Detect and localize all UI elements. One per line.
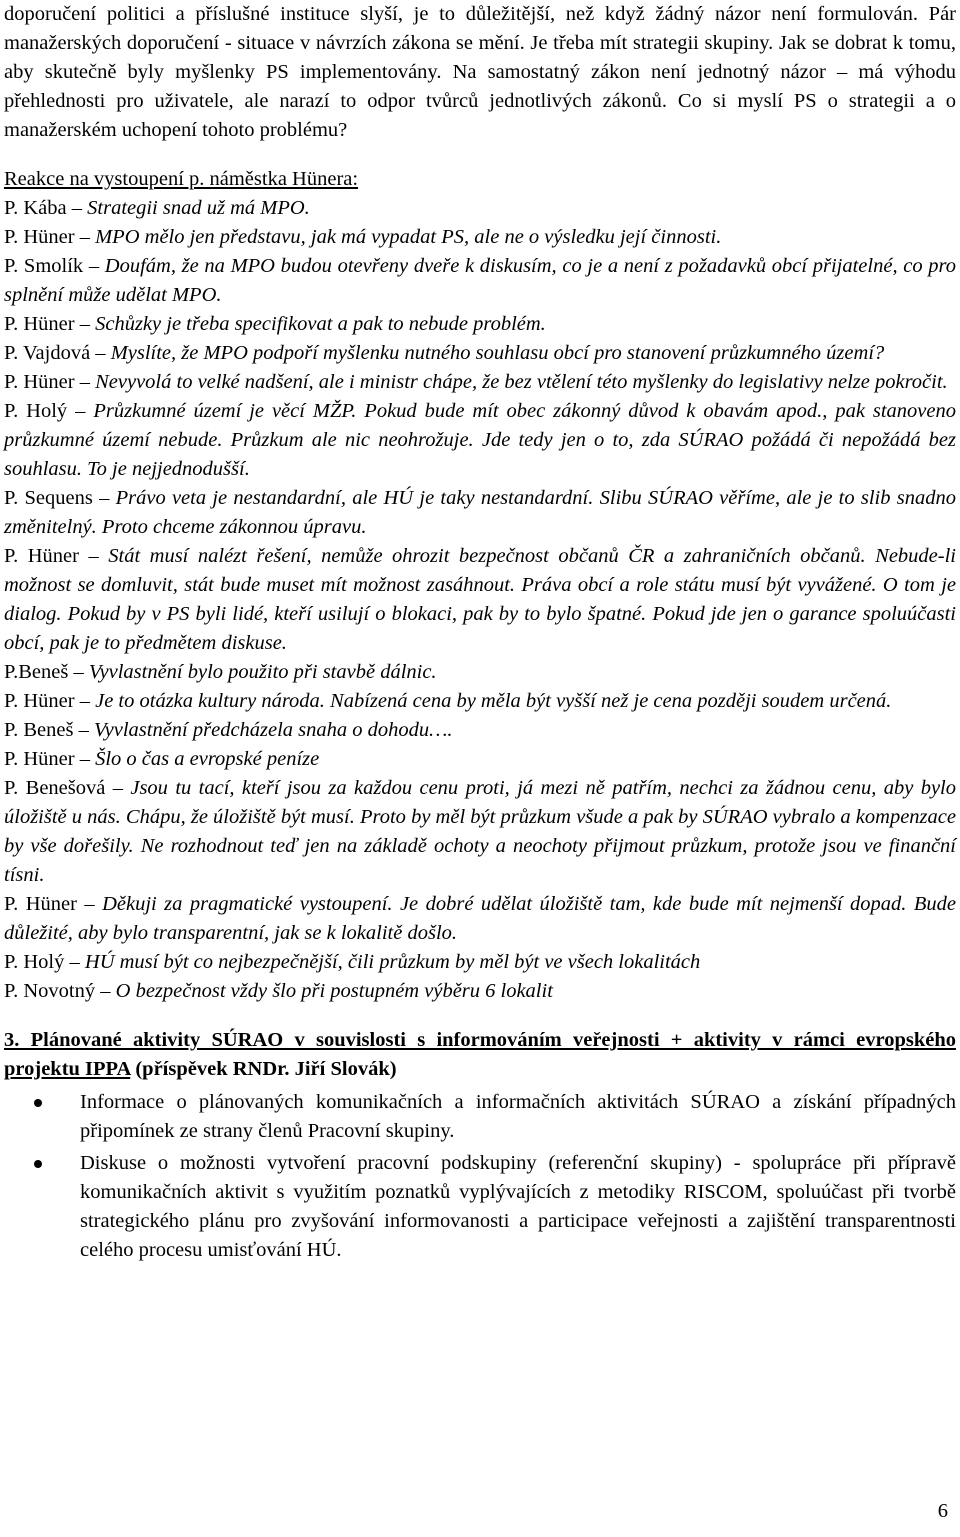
dialogue-line [4,368,956,397]
reaction-heading: Reakce na vystoupení p. náměstka Hünera: [4,168,359,190]
speaker-name: P. Hüner – [4,226,96,248]
speaker-statement: O bezpečnost vždy šlo při postupném výběru 6 lokalit [115,980,553,1002]
speaker-name: P. Smolík – [4,255,105,277]
speaker-statement: Nevyvolá to velké nadšení, ale i ministr chápe, že bez vtělení této myšlenky do legislativy nelze pokročit. [95,371,948,393]
dialogue-line [4,542,956,658]
speaker-name: P. Hüner – [4,371,96,393]
bullet-text: Informace o plánovaných komunikačních a informačních aktivitách SÚRAO a získání případných připomínek ze strany členů Pracovní skupiny. [80,1091,956,1142]
speaker-statement: HÚ musí být co nejbezpečnější, čili průzkum by měl být ve všech lokalitách [84,951,701,973]
intro-paragraph: doporučení politici a příslušné instituce slyší, je to důležitější, než když žádný názor není formulován. Pár manažerských doporučení - situace v návrzích zákona se mění. Je třeba mít strategii skupiny. Jak se dobrat k tomu, aby skutečně byly myšlenky PS implementovány. Na samostatný zákon není jednotný názor – má výhodu přehlednosti pro uživatele, ale narazí to odpor tvůrců jednotlivých zákonů. Co si myslí PS o strategii a o manažerském uchopení tohoto problému? [4,3,956,141]
dialogue-line [4,890,956,948]
speaker-name: P.Beneš – [4,661,89,683]
document-page [4,0,956,1268]
bullet-item [4,1149,956,1265]
speaker-name: P. Holý – [4,951,85,973]
dialogue-line [4,687,956,716]
speaker-name: P. Hüner – [4,690,96,712]
speaker-name: P. Holý – [4,400,94,422]
dialogue-line [4,252,956,310]
dialogue-line [4,774,956,890]
section-3-title-author: (příspěvek RNDr. Jiří Slovák) [130,1058,397,1080]
bullet-text: Diskuse o možnosti vytvoření pracovní podskupiny (referenční skupiny) - spolupráce při přípravě komunikačních aktivit s využitím poznatků vyplývajících z metodiky RISCOM, spoluúčast při tvorbě strategického plánu pro zvyšování informovanosti a participace veřejnosti a zajištění transparentnosti celého procesu umisťování HÚ. [80,1152,956,1261]
speaker-name: P. Benešová – [4,777,131,799]
speaker-name: P. Hüner – [4,893,103,915]
bullet-icon [34,1099,42,1107]
section-3-title-main: 3. Plánované aktivity SÚRAO v souvislosti s informováním veřejnosti + aktivity v rámci evropského projektu IPPA [4,1029,956,1080]
section-3-title [4,1026,956,1084]
bullet-icon [34,1160,42,1168]
speaker-name: P. Sequens – [4,487,116,509]
speaker-statement: Vyvlastnění bylo použito při stavbě dálnic. [88,661,437,683]
dialogue-list [4,194,956,1006]
speaker-name: P. Hüner – [4,545,109,567]
speaker-statement: Je to otázka kultury národa. Nabízená cena by měla být vyšší než je cena později soudem určená. [95,690,892,712]
page-number: 6 [937,1500,948,1522]
speaker-statement: MPO mělo jen představu, jak má vypadat PS, ale ne o výsledku její činnosti. [95,226,722,248]
dialogue-line [4,658,956,687]
speaker-statement: Doufám, že na MPO budou otevřeny dveře k diskusím, co je a není z požadavků obcí přijatelné, co pro splnění může udělat MPO. [4,255,956,306]
dialogue-line [4,745,956,774]
dialogue-line [4,339,956,368]
dialogue-line [4,716,956,745]
dialogue-line [4,977,956,1006]
speaker-name: P. Hüner – [4,748,96,770]
speaker-name: P. Novotný – [4,980,116,1002]
dialogue-line [4,484,956,542]
speaker-name: P. Kába – [4,197,88,219]
speaker-statement: Schůzky je třeba specifikovat a pak to nebude problém. [95,313,546,335]
speaker-name: P. Beneš – [4,719,94,741]
speaker-statement: Šlo o čas a evropské peníze [95,748,320,770]
speaker-statement: Strategii snad už má MPO. [87,197,310,219]
dialogue-line [4,310,956,339]
dialogue-line [4,223,956,252]
dialogue-line [4,194,956,223]
speaker-statement: Vyvlastnění předcházela snaha o dohodu…. [93,719,453,741]
bullet-item [4,1088,956,1146]
speaker-statement: Stát musí nalézt řešení, nemůže ohrozit bezpečnost občanů ČR a zahraničních občanů. Nebude-li možnost se domluvit, stát bude muset mít možnost zasáhnout. Práva obcí a role státu musí být vyvážené. O tom je dialog. Pokud by v PS byli lidé, kteří usilují o blokaci, pak by to bylo špatné. Pokud jde jen o garance spoluúčasti obcí, pak je to předmětem diskuse. [4,545,957,654]
dialogue-line [4,397,956,484]
speaker-name: P. Vajdová – [4,342,111,364]
dialogue-line [4,948,956,977]
speaker-statement: Průzkumné území je věcí MŽP. Pokud bude mít obec zákonný důvod k obavám apod., pak stanoveno průzkumné území nebude. Průzkum ale nic neohrožuje. Jde tedy jen o to, zda SÚRAO požádá či nepožádá bez souhlasu. To je nejjednodušší. [4,400,956,480]
speaker-name: P. Hüner – [4,313,96,335]
speaker-statement: Právo veta je nestandardní, ale HÚ je taky nestandardní. Slibu SÚRAO věříme, ale je to slib snadno změnitelný. Proto chceme zákonnou úpravu. [4,487,956,538]
speaker-statement: Děkuji za pragmatické vystoupení. Je dobré udělat úložiště tam, kde bude mít nejmenší dopad. Bude důležité, aby bylo transparentní, jak se k lokalitě došlo. [4,893,956,944]
speaker-statement: Myslíte, že MPO podpoří myšlenku nutného souhlasu obcí pro stanovení průzkumného území? [110,342,885,364]
speaker-statement: Jsou tu tací, kteří jsou za každou cenu proti, já mezi ně patřím, nechci za žádnou cenu, aby bylo úložiště u nás. Chápu, že úložiště být musí. Proto by měl být průzkum všude a pak by SÚRAO vybralo a kompenzace by vše dořešily. Ne rozhodnout teď jen na základě ochoty a neochoty přijmout průzkum, protože jsou ve finanční tísni. [4,777,956,886]
section-3-bullets [4,1088,956,1265]
